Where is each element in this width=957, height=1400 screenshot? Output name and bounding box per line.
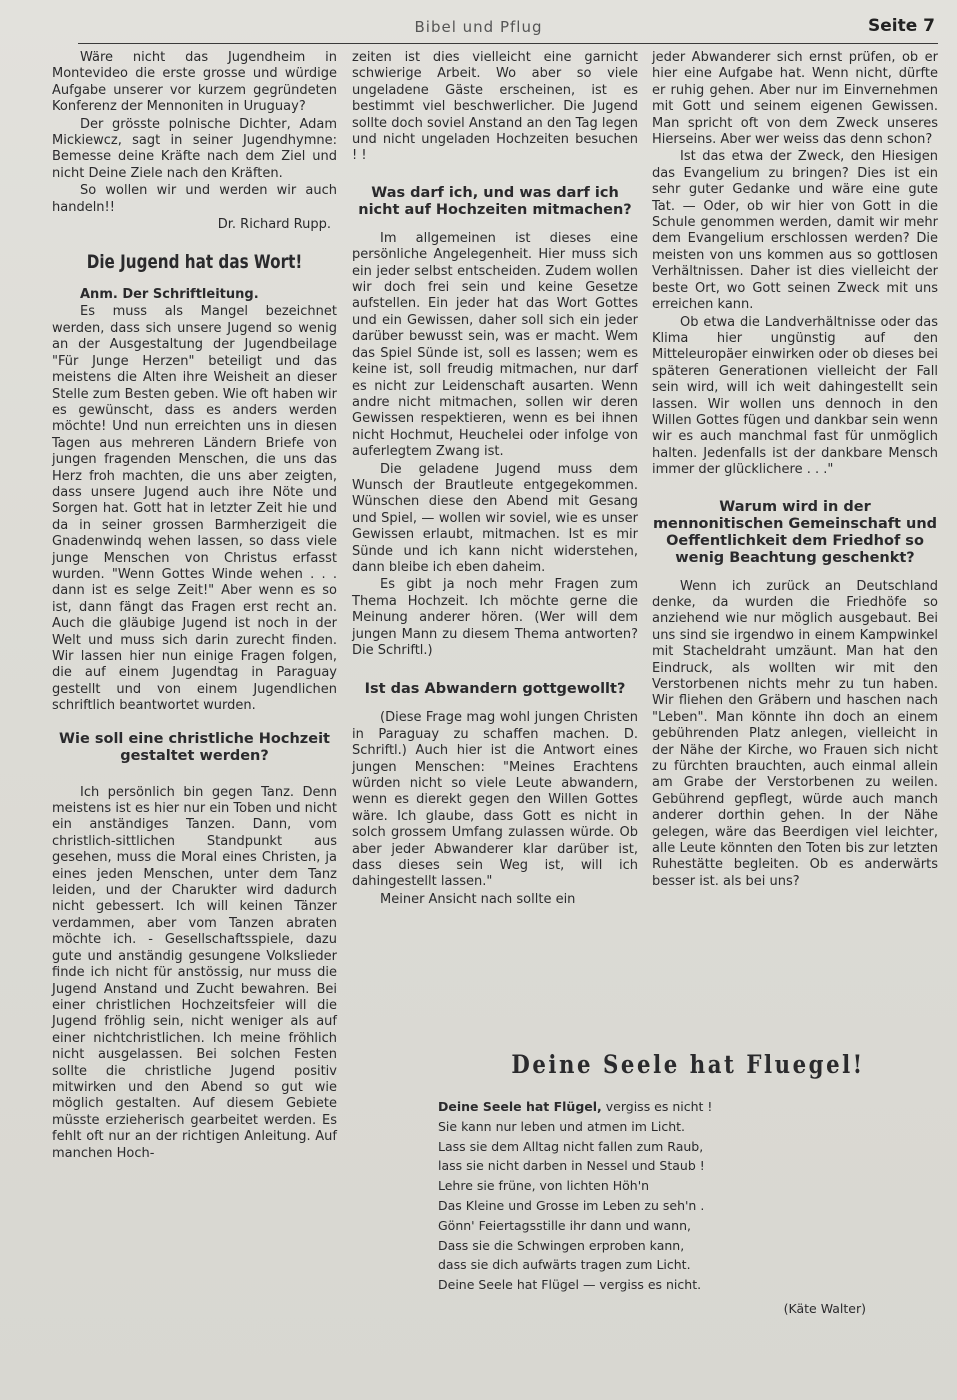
paragraph: Ist das etwa der Zweck, den Hiesigen das Evangelium zu bringen? Dies ist ein sehr guter Gedanke und wäre eine gute Tat. — Oder, ob wir hier von Gott in die Schule genommen werden, damit wir mehr dem Evangelium erschlossen werden? Die meisten von uns kommen aus so gottlosen Verhältnissen. Daher ist dies vielleicht der beste Ort, wo Gott seinen Zweck mit uns erreichen kann. <box>652 149 938 313</box>
page-number: Seite 7 <box>867 16 935 36</box>
poem-line: Lehre sie früne, von lichten Höh'n <box>438 1178 650 1194</box>
poem <box>438 1050 938 1316</box>
running-title: Bibel und Pflug <box>414 18 543 36</box>
poem-line: Das Kleine und Grosse im Leben zu seh'n . <box>438 1197 705 1213</box>
page-header <box>0 0 957 46</box>
paragraph: Ich persönlich bin gegen Tanz. Denn meistens ist es hier nur ein Toben und nicht ein anständiges Tanzen. Dann, vom christlich-sittlichen Standpunkt aus gesehen, muss die Moral eines Christen, ja eines jeden Menschen, unter dem Tanz leiden, und der Charukter wird dadurch nicht gebessert. Ich will keinen Tänzer verdammen, aber vom Tanzen abraten möchte ich. - Gesellschaftsspiele, dazu gute und anständig gesungene Volkslieder finde ich nicht für anstössig, nur muss die Jugend Anstand und Zucht bewahren. Bei einer christlichen Hochzeitsfeier will die Jugend fröhlig sein, nicht weniger als auf einer nichtchristlichen. Ich meine fröhlich nicht ausgelassen. Bei solchen Festen sollte die christliche Jugend positiv mitwirken und den Abend so gut wie möglich gestalten. Auf diesem Gebiete müsste erzieherisch gearbeitet werden. Es fehlt oft nur an der richtigen Anleitung. Auf manchen Hoch- <box>52 784 337 1161</box>
paragraph: Wenn ich zurück an Deutschland denke, da wurden die Friedhöfe so anziehend wie nur möglich ausgebaut. Bei uns sind sie irgendwo in einem Kampwinkel mit Stacheldraht umzäunt. Man hat den Eindruck, als wollten wir mit den Verstorbenen nichts mehr zu tun haben. Wir fliehen den Gräbern und haschen nach "Leben". Man könnte ihn doch an einem gebührenden Platz anlegen, vielleicht in der Nähe der Kirche, wo Frauen sich nicht zu fürchten brauchten, auch einmal allein am Grabe der Verstorbenen zu weilen. Gebührend gepflegt, würde auch manch anderer dorthin gehen. In der Nähe gelegen, wäre das Beerdigen viel leichter, alle Leute könnten den Toten bis zur letzten Ruhestätte begleiten. Ob es anderwärts besser ist. als bei uns? <box>652 578 938 889</box>
article-heading: Wie soll eine christliche Hochzeit gestaltet werden? <box>59 730 330 764</box>
paragraph: Wäre nicht das Jugendheim in Montevideo die erste grosse und würdige Aufgabe unserer vor kurzem gegründeten Konferenz der Mennoniten in Uruguay? <box>52 50 337 115</box>
poem-line: Lass sie dem Alltag nicht fallen zum Raub, <box>438 1138 704 1154</box>
paragraph: (Diese Frage mag wohl jungen Christen in Paraguay zu schaffen machen. D. Schriftl.) Auch hier ist die Antwort eines jungen Menschen: "Meines Erachtens würden nicht so viele Leute abwandern, wenn es dierekt gegen den Willen Gottes wäre. Ich glaube, dass Gott es nicht in solch grossem Umfang zulassen würde. Ob aber jeder Abwanderer klar darüber ist, dass dieses sein Weg ist, will ich dahingestellt lassen." <box>352 710 638 890</box>
paragraph: Im allgemeinen ist dieses eine persönliche Angelegenheit. Hier muss sich ein jeder selbst entscheiden. Zudem wollen wir doch frei sein und keine Gesetze aufstellen. Ein jeder hat das Wort Gottes und ein Gewissen, daher soll sich ein jeder darüber bewusst sein, was er macht. Wem das Spiel Sünde ist, soll es lassen; wem es keine ist, soll freudig mitmachen, nur darf es nicht zur Leidenschaft ausarten. Wenn andre nicht mitmachen, sollen wir deren Gewissen respektieren, wenn es bei ihnen nicht Hochmut, Heuchelei oder infolge von auferlegtem Zwang ist. <box>352 230 638 460</box>
article-heading: Was darf ich, und was darf ich nicht auf Hochzeiten mitmachen? <box>358 184 632 218</box>
column-middle <box>352 50 638 909</box>
column-left <box>52 50 337 1163</box>
column-right <box>652 50 938 891</box>
paragraph: Meiner Ansicht nach sollte ein <box>380 891 576 907</box>
poem-line: Sie kann nur leben und atmen im Licht. <box>438 1118 686 1134</box>
section-title: Die Jugend hat das Wort! <box>86 251 303 274</box>
poem-title: Deine Seele hat Fluegel! <box>511 1050 865 1079</box>
article-heading: Ist das Abwandern gottgewollt? <box>364 681 626 698</box>
poem-line: Gönn' Feiertagsstille ihr dann und wann, <box>438 1217 691 1233</box>
editor-note-heading: Anm. Der Schriftleitung. <box>80 287 259 303</box>
poem-author: (Käte Walter) <box>783 1300 866 1316</box>
poem-line: lass sie nicht darben in Nessel und Staub ! <box>438 1158 705 1174</box>
paragraph: Ob etwa die Landverhältnisse oder das Klima hier ungünstig auf den Mitteleuropäer einwirken oder ob dieses bei späteren Generationen vielleicht der Fall sein wird, will ich weit dahingestellt sein lassen. Wir wollen uns dennoch in den Willen Gottes fügen und dankbar sein wenn wir es auch manchmal fast für unmöglich halten. Jedenfalls ist der dankbare Mensch immer der glücklichere . . ." <box>652 314 938 478</box>
paragraph: zeiten ist dies vielleicht eine garnicht schwierige Arbeit. Wo aber so viele ungeladene Gäste erscheinen, ist es bestimmt viel beschwerlicher. Die Jugend sollte doch soviel Anstand an den Tag legen und nicht ungeladen Hochzeiten besuchen ! ! <box>352 50 638 164</box>
paragraph: Der grösste polnische Dichter, Adam Mickiewcz, sagt in seiner Jugendhymne: Bemesse deine Kräfte nach dem Ziel und nicht Deine Ziele nach den Kräften. <box>52 116 337 181</box>
paragraph: Es muss als Mangel bezeichnet werden, dass sich unsere Jugend so wenig an der Ausgestaltung der Jugendbeilage "Für Junge Herzen" beteiligt und das meistens die Alten ihre Weisheit an dieser Stelle zum Besten geben. Wie oft haben wir es gewünscht, dass es anders werden möchte! Und nun erreichten uns in diesen Tagen aus mehreren Ländern Briefe von jungen fragenden Menschen, die uns das Herz froh machten, die uns aber zeigten, dass unsere Jugend auch ihre Nöte und Sorgen hat. Gott hat in letzter Zeit hie und da in seiner grossen Barmherzigeit die Gnadenwindq wehen lassen, so dass viele junge Menschen von Christus erfasst wurden. "Wenn Gottes Winde wehen . . . dann ist es selge Zeit!" Aber wenn es so ist, dann fängt das Fragen erst recht an. Auch die gläubige Jugend ist noch in der Welt und muss sich darin zurecht finden. Wir lassen hier nun einige Fragen folgen, die auf einem Jugendtag in Paraguay gestellt und von einem Jugendlichen schriftlich beantwortet wurden. <box>52 304 337 714</box>
author-signature: Dr. Richard Rupp. <box>217 217 331 233</box>
poem-line <box>438 1097 938 1117</box>
article-heading: Warum wird in der mennonitischen Gemeinschaft und Oeffentlichkeit dem Friedhof so wenig Beachtung geschenkt? <box>652 498 938 566</box>
header-rule <box>78 43 938 44</box>
poem-first-rest: vergiss es nicht ! <box>601 1099 713 1114</box>
poem-line: Dass sie die Schwingen erproben kann, <box>438 1237 685 1253</box>
paragraph: Es gibt ja noch mehr Fragen zum Thema Hochzeit. Ich möchte gerne die Meinung anderer hören. (Wer will dem jungen Mann zu diesem Thema antworten? Die Schriftl.) <box>352 577 638 658</box>
paragraph: Die geladene Jugend muss dem Wunsch der Brautleute entgegekommen. Wünschen diese den Abend mit Gesang und Spiel, — wollen wir soviel, wie es unser Gewissen erlaubt, mitmachen. Ist es mir Sünde und ich kann nicht widerstehen, dann bleibe ich eben daheim. <box>352 461 638 575</box>
poem-line: Deine Seele hat Flügel — vergiss es nicht. <box>438 1277 702 1293</box>
paragraph: So wollen wir und werden wir auch handeln!! <box>52 183 337 215</box>
poem-line: dass sie dich aufwärts tragen zum Licht. <box>438 1257 691 1273</box>
poem-first-bold: Deine Seele hat Flügel, <box>438 1099 602 1114</box>
paragraph: jeder Abwanderer sich ernst prüfen, ob er hier eine Aufgabe hat. Wenn nicht, dürfte er ruhig gehen. Aber nur im Einvernehmen mit Gott und seinem eigenen Gewissen. Man spricht oft von dem Zweck unseres Hierseins. Aber wer weiss das denn schon? <box>652 50 938 148</box>
